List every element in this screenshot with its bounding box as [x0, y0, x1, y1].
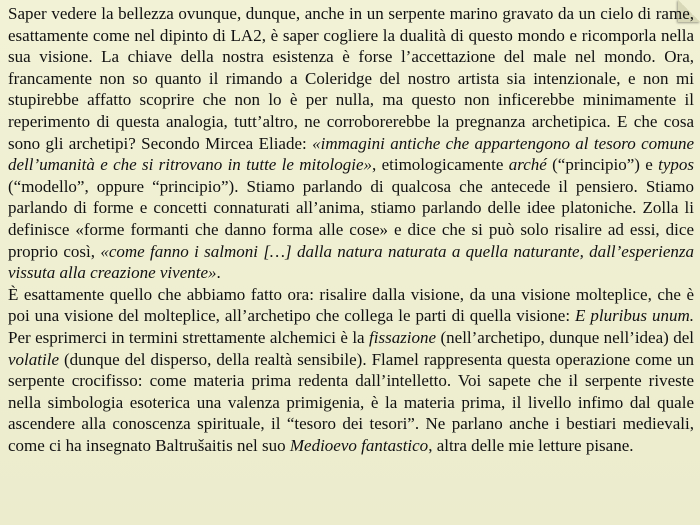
p2-book-title: Medioevo fantastico [289, 435, 429, 455]
p2-motto: E pluribus unum. [575, 306, 694, 326]
p1-zolla-quote: «come fanno i salmoni […] dalla natura naturata a quella naturante, dall’esperienza vissuta alla creazione vivente» [8, 241, 694, 283]
p1-text: (“modello”, oppure “principio”). Stiamo parlando di qualcosa che antecede il pensiero. Stiamo parlando di forme e concetti connaturati all’anima, stiamo parlando delle idee platoniche. Zolla li definisce «forme formanti che danno forma alle cose» e dice che si può solo risalire ad essi, dice proprio così, [8, 176, 694, 261]
p2-text: (dunque del disperso, della realtà sensibile). Flamel rappresenta questa operazione come un serpente crocifisso: come materia prima redenta dall’intelletto. Voi sapete che il serpente riveste nella simbologia esoterica una valenza primigenia, è la materia prima, il livello infimo dal quale ascendere alla conoscenza spirituale, il “tesoro dei tesori”. Ne parlano anche i bestiari medievali, come ci ha insegnato Baltrušaitis nel suo [8, 349, 694, 455]
p1-text: , etimologicamente [372, 155, 509, 175]
slide-body [8, 3, 694, 456]
p2-term-fissazione: fissazione [369, 327, 437, 347]
p2-text: , altra delle mie letture pisane. [428, 435, 634, 455]
p2-text: Per esprimerci in termini strettamente alchemici è la [8, 327, 370, 347]
p2-text: È esattamente quello che abbiamo fatto ora: risalire dalla visione, da una visione molteplice, che è poi una visione del molteplice, all’archetipo che collega le parti di quella visione: [8, 284, 694, 326]
paragraph-1 [8, 3, 694, 284]
p2-text: (nell’archetipo, dunque nell’idea) del [436, 327, 694, 347]
p1-text: Saper vedere la bellezza ovunque, dunque, anche in un serpente marino gravato da un cielo di rame, esattamente come nel dipinto di LA2, è saper cogliere la dualità di questo mondo e ricomporla nella sua visione. La chiave della nostra esistenza è forse l’accettazione del male nel mondo. Ora, francamente non so quanto il rimando a Coleridge del nostro artista sia intenzionale, e non mi stupirebbe affatto scoprire che non lo è per nulla, ma questo non inficerebbe minimamente il reperimento di questa analogia, tutt’altro, ne corroborerebbe la pregnanza archetipica. E che cosa sono gli archetipi? Secondo Mircea Eliade: [8, 4, 694, 153]
p1-text: . [216, 263, 221, 283]
paragraph-2 [8, 284, 694, 457]
p1-eliade-quote: «immagini antiche che appartengono al tesoro comune dell’umanità e che si ritrovano in tutte le mitologie» [8, 133, 695, 175]
p1-term-typos: typos [658, 155, 694, 175]
p1-text: (“principio”) e [546, 155, 659, 175]
p2-term-volatile: volatile [8, 349, 59, 369]
p1-term-arche: arché [508, 155, 547, 175]
